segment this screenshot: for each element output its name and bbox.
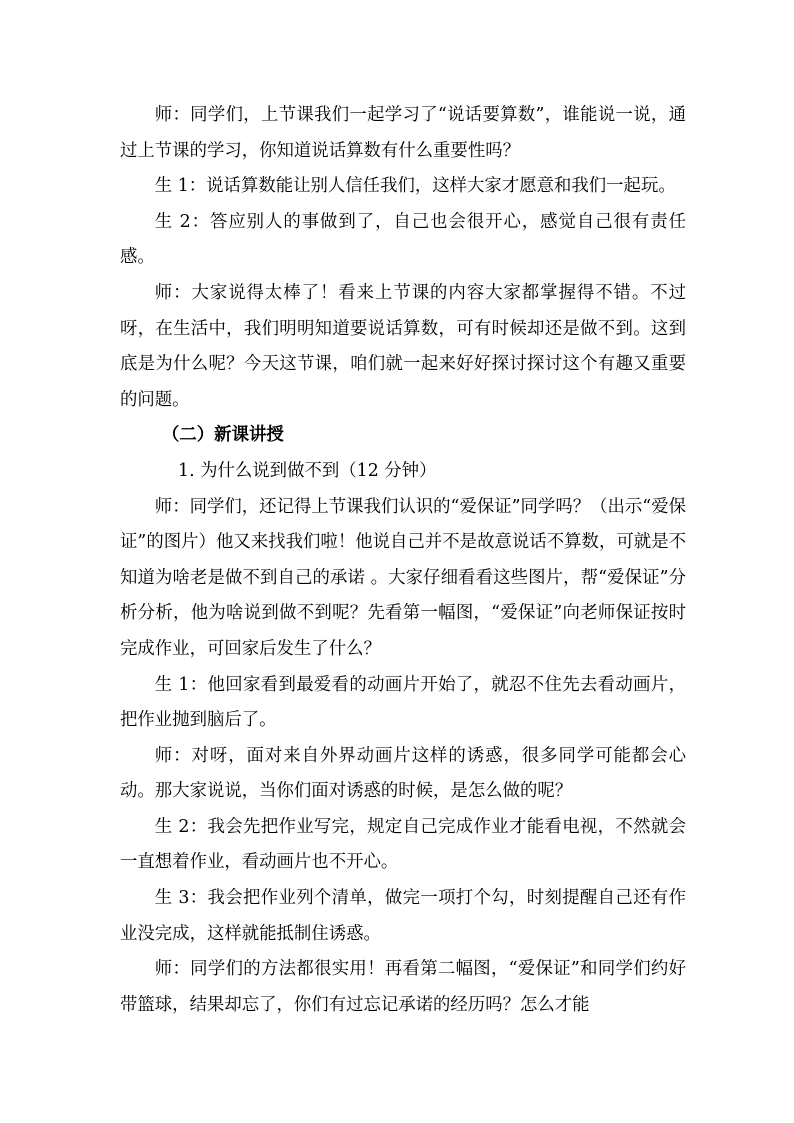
section-heading: （二）新课讲授 [162, 425, 284, 446]
paragraph-teacher-picture-intro: 师：同学们，还记得上节课我们认识的“爱保证”同学吗？（出示“爱保证”的图片）他又来找我们啦！他说自己并不是故意说话不算数，可就是不知道为啥老是做不到自己的承诺 。大家仔细看看这些图片，帮“爱保证”分析分析，他为啥说到做不到呢？先看第一幅图，“爱保证”向老师保证按时完成作业，可回家后发生了什么？ [120, 496, 686, 659]
paragraph-student-2-answer: 生 2：答应别人的事做到了，自己也会很开心，感觉自己很有责任感。 [120, 211, 686, 268]
item-heading: 1. 为什么说到做不到（12 分钟） [178, 460, 437, 481]
paragraph-student-1-cartoon: 生 1：他回家看到最爱看的动画片开始了，就忍不住先去看动画片，把作业抛到脑后了。 [120, 674, 686, 731]
paragraph-teacher-second-picture: 师：同学们的方法都很实用！再看第二幅图，“爱保证”和同学们约好带篮球，结果却忘了，你们有过忘记承诺的经历吗？怎么才能 [120, 959, 686, 1015]
paragraph-student-2-method: 生 2：我会先把作业写完，规定自己完成作业才能看电视，不然就会一直想着作业，看动画片也不开心。 [120, 816, 686, 873]
lesson-transcript [120, 98, 686, 1023]
paragraph-student-3-method: 生 3：我会把作业列个清单，做完一项打个勾，时刻提醒自己还有作业没完成，这样就能抵制住诱惑。 [120, 888, 686, 944]
paragraph-teacher-intro: 师：同学们，上节课我们一起学习了“说话要算数”，谁能说一说，通过上节课的学习，你知道说话算数有什么重要性吗？ [120, 105, 686, 161]
paragraph-student-1-answer: 生 1：说话算数能让别人信任我们，这样大家才愿意和我们一起玩。 [154, 176, 676, 197]
paragraph-teacher-transition: 师：大家说得太棒了！看来上节课的内容大家都掌握得不错。不过呀，在生活中，我们明明知道要说话算数，可有时候却还是做不到。这到底是为什么呢？今天这节课，咱们就一起来好好探讨探讨这个有趣又重要的问题。 [120, 282, 686, 410]
paragraph-teacher-temptation: 师：对呀，面对来自外界动画片这样的诱惑，很多同学可能都会心动。那大家说说，当你们面对诱惑的时候，是怎么做的呢？ [120, 745, 686, 802]
